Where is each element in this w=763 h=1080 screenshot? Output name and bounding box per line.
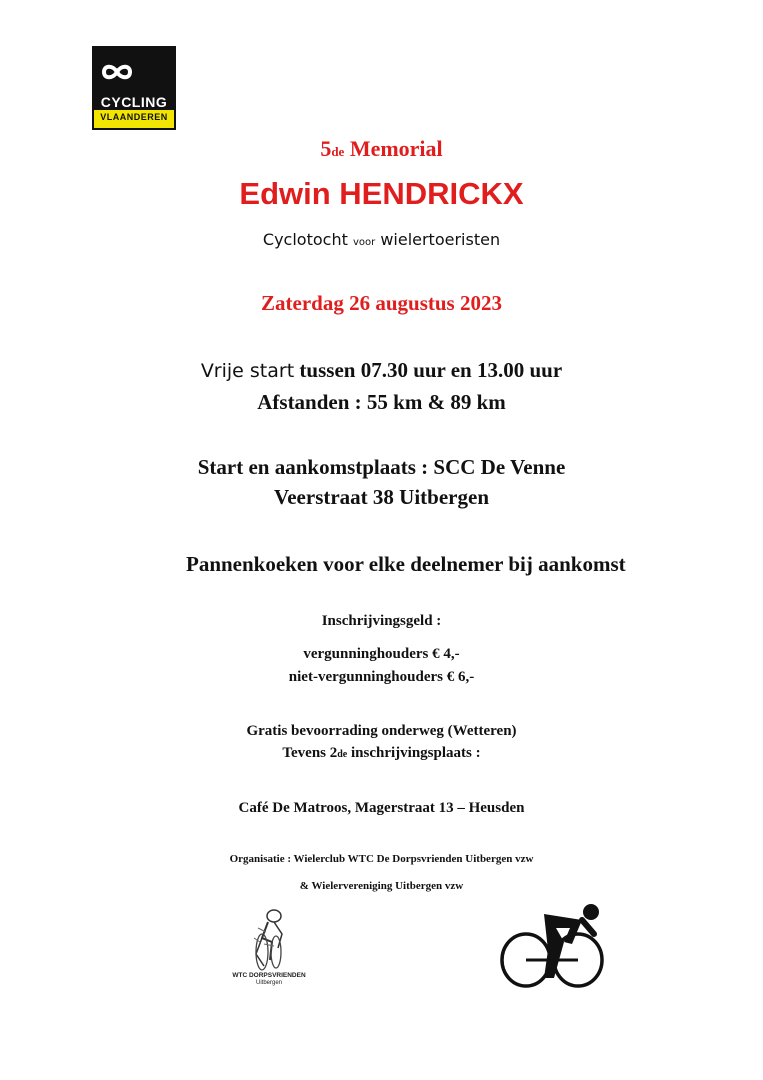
fee-licensed: vergunninghouders € 4,- [303,646,460,662]
club-logo-place: Uitbergen [255,980,282,986]
event-type: Cyclotocht voor wielertoeristen [262,230,501,249]
logo-line2: VLAANDEREN [100,112,168,122]
second-registration: Tevens 2de inschrijvingsplaats : [282,745,481,761]
start-times: Vrije start tussen 07.30 uur en 13.00 uur [200,358,563,382]
fee-unlicensed: niet-vergunninghouders € 6,- [288,669,475,685]
organisation-line2: & Wielervereniging Uitbergen vzw [299,880,464,892]
memorial-heading: 5de Memorial [320,136,443,161]
sketch-cyclist-icon [244,908,294,972]
logo-line1: CYCLING [100,94,168,110]
cyclist-icon [498,902,608,990]
pancakes-note: Pannenkoeken voor elke deelnemer bij aankomst [186,552,626,576]
supply-note: Gratis bevoorrading onderweg (Wetteren) [246,723,517,739]
club-logo-name: WTC DORPSVRIENDEN [232,972,306,979]
start-place: Start en aankomstplaats : SCC De Venne [197,455,566,479]
distances: Afstanden : 55 km & 89 km [257,390,506,414]
cafe-address: Café De Matroos, Magerstraat 13 – Heusden [238,800,525,816]
fees-title: Inschrijvingsgeld : [321,613,442,629]
event-name: Edwin HENDRICKX [239,176,524,211]
club-logo [230,908,308,990]
event-date: Zaterdag 26 augustus 2023 [261,291,502,315]
infinity-icon [100,62,134,82]
cycling-vlaanderen-logo [92,46,176,130]
organisation-line1: Organisatie : Wielerclub WTC De Dorpsvrienden Uitbergen vzw [229,853,534,865]
start-address: Veerstraat 38 Uitbergen [274,485,489,509]
